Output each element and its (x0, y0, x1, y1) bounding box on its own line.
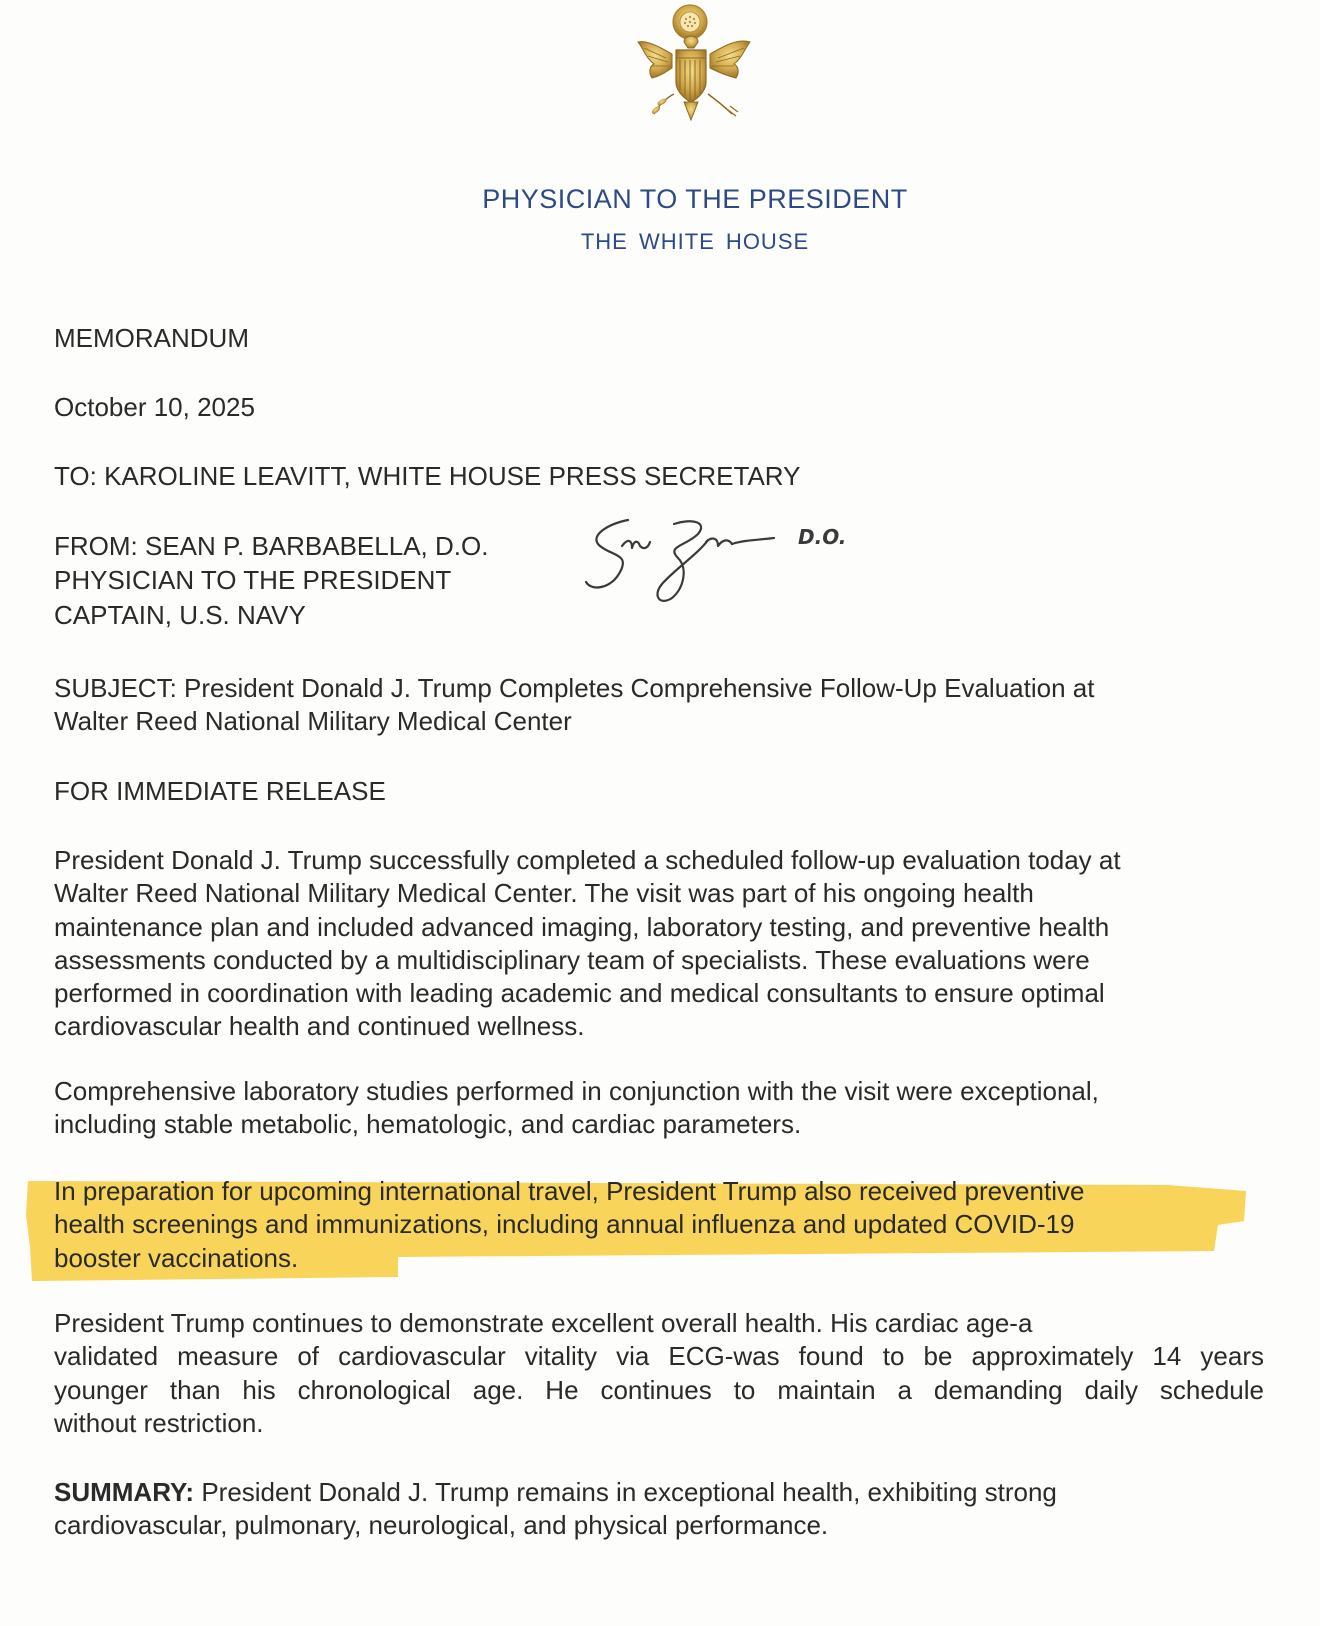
handwritten-signature (578, 510, 878, 615)
body-paragraph-2 (54, 1075, 1264, 1142)
memo-from-rank: CAPTAIN, U.S. NAVY (54, 600, 306, 630)
paragraph-line: Comprehensive laboratory studies performed in conjunction with the visit were exceptional, (54, 1076, 1099, 1106)
memo-to: TO: KAROLINE LEAVITT, WHITE HOUSE PRESS SECRETARY (54, 461, 801, 491)
signature-degree: D.O. (798, 525, 847, 549)
paragraph-line: including stable metabolic, hematologic, and cardiac parameters. (54, 1109, 802, 1140)
paragraph-line: validated measure of cardiovascular vitality via ECG-was found to be approximately 14 years (54, 1341, 1264, 1372)
body-paragraph-3-highlighted (54, 1175, 1264, 1275)
memo-date: October 10, 2025 (54, 392, 255, 422)
summary-line (54, 1476, 1264, 1509)
paragraph-line: In preparation for upcoming international travel, President Trump also received preventive (54, 1176, 1085, 1206)
presidential-seal-eagle-icon (632, 2, 762, 130)
body-paragraph-1 (54, 844, 1264, 1044)
summary-line: cardiovascular, pulmonary, neurological, and physical performance. (54, 1510, 829, 1541)
paragraph-line: health screenings and immunizations, including annual influenza and updated COVID-19 (54, 1209, 1075, 1240)
body-paragraph-4 (54, 1307, 1264, 1440)
release-notice: FOR IMMEDIATE RELEASE (54, 776, 386, 806)
memo-from: FROM: SEAN P. BARBABELLA, D.O. (54, 531, 489, 561)
summary-label: SUMMARY: (54, 1477, 195, 1507)
summary-paragraph (54, 1476, 1264, 1543)
paragraph-line: cardiovascular health and continued wellness. (54, 1011, 585, 1042)
letterhead-subtitle: THE WHITE HOUSE (580, 229, 810, 254)
memo-subject (54, 672, 1264, 739)
paragraph-line: assessments conducted by a multidisciplinary team of specialists. These evaluations were (54, 944, 1090, 975)
paragraph-line: President Donald J. Trump successfully completed a scheduled follow-up evaluation today at (54, 845, 1121, 875)
paragraph-line: President Trump continues to demonstrate excellent overall health. His cardiac age-a (54, 1308, 1033, 1338)
paragraph-line: younger than his chronological age. He continues to maintain a demanding daily schedule (54, 1374, 1264, 1405)
letterhead-title: PHYSICIAN TO THE PRESIDENT (482, 184, 908, 214)
memo-heading: MEMORANDUM (54, 323, 249, 353)
subject-line: SUBJECT: President Donald J. Trump Completes Comprehensive Follow-Up Evaluation at (54, 673, 1095, 703)
paragraph-line: maintenance plan and included advanced imaging, laboratory testing, and preventive health (54, 911, 1110, 942)
paragraph-line: without restriction. (54, 1407, 264, 1438)
paragraph-line: Walter Reed National Military Medical Center. The visit was part of his ongoing health (54, 878, 1034, 909)
paragraph-line: booster vaccinations. (54, 1242, 299, 1273)
memo-from-title: PHYSICIAN TO THE PRESIDENT (54, 565, 452, 595)
paragraph-line: performed in coordination with leading academic and medical consultants to ensure optimal (54, 978, 1105, 1009)
subject-line: Walter Reed National Military Medical Center (54, 706, 572, 737)
summary-text: President Donald J. Trump remains in exceptional health, exhibiting strong (194, 1477, 1057, 1507)
